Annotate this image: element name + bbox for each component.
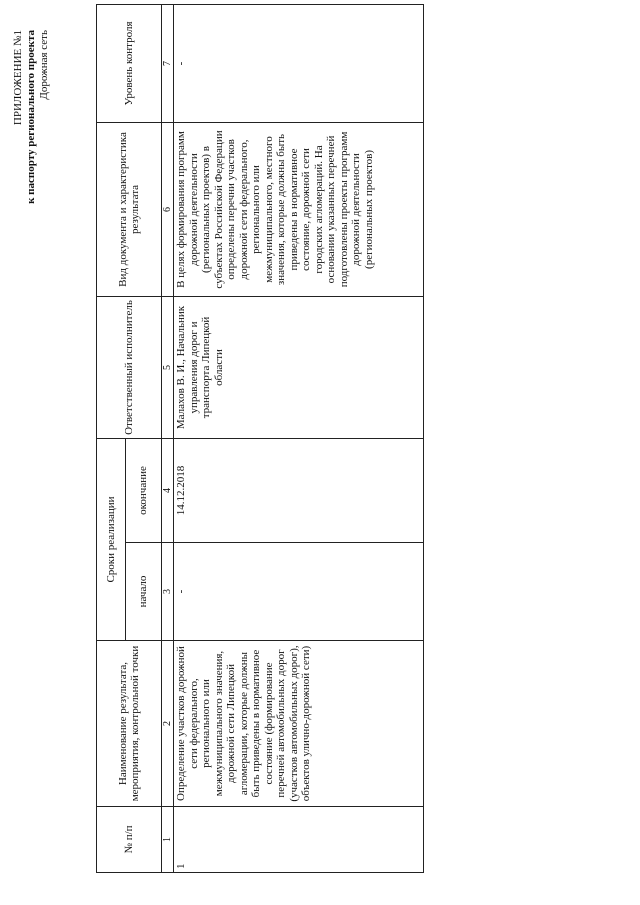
column-number: 5 (162, 296, 174, 438)
header-doc: Вид документа и характеристика результата (97, 122, 162, 296)
column-number: 3 (162, 543, 174, 641)
header-end: окончание (126, 438, 162, 542)
header-start: начало (126, 543, 162, 641)
appendix-header (12, 30, 51, 204)
appendix-title: ПРИЛОЖЕНИЕ №1 (12, 30, 24, 126)
results-table (96, 4, 424, 873)
appendix-subtitle: к паспорту регионального проекта (25, 30, 37, 204)
column-number: 7 (162, 4, 174, 122)
row-num: 1 (174, 807, 424, 873)
row-responsible: Малахов В. И., Начальник управления дорог и транспорта Липецкой области (174, 296, 424, 438)
header-level: Уровень контроля (97, 4, 162, 122)
column-number: 6 (162, 122, 174, 296)
project-name: Дорожная сеть (38, 30, 50, 100)
column-number: 1 (162, 807, 174, 873)
header-period: Сроки реализации (97, 438, 126, 640)
row-level: - (174, 4, 424, 122)
column-number: 2 (162, 641, 174, 807)
row-end: 14.12.2018 (174, 438, 424, 542)
header-name: Наименование результата, мероприятия, контрольной точки (97, 641, 162, 807)
row-name: Определение участков дорожной сети федерального, регионального или межмуниципального значения, дорожной сети Липецкой агломерации, которые должны быть приведены в нормативное состояние (формирование перечней автомобильных дорог (участков автомобильных дорог), объектов улично-дорожной сети) (174, 641, 424, 807)
header-responsible: Ответственный исполнитель (97, 296, 162, 438)
row-doc: В целях формирования программ дорожной деятельности (региональных проектов) в субъектах Российской Федерации определены перечни участков дорожной сети федерального, регионального или межмуниципального, местного значения, которые должны быть приведены в нормативное состояние, дорожной сети городских агломераций. На основании указанных перечней подготовлены проекты программ дорожной деятельности (региональных проектов) (174, 122, 424, 296)
table-row (174, 4, 424, 872)
row-start: - (174, 543, 424, 641)
column-number: 4 (162, 438, 174, 542)
header-num: № п/п (97, 807, 162, 873)
